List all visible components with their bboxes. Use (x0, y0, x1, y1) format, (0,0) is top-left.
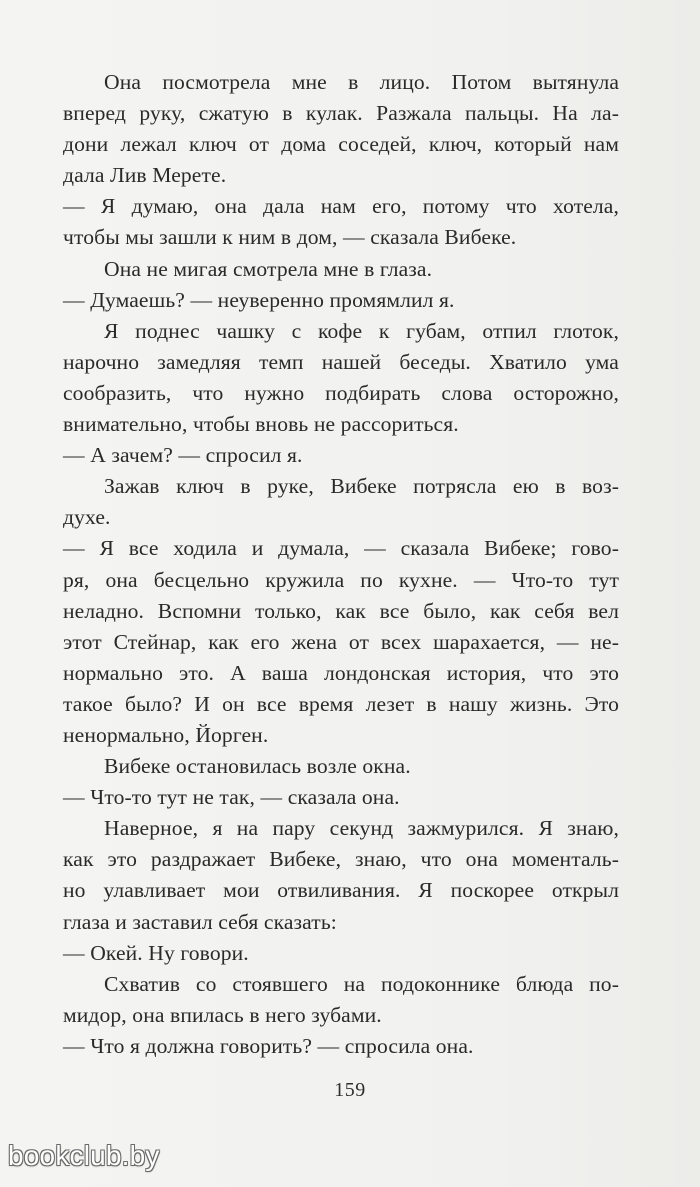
text-line: вперед руку, сжатую в кулак. Разжала пальцы. На ла- (63, 101, 619, 126)
text-line: неладно. Вспомни только, как все было, как себя вел (63, 598, 619, 623)
text-line: Схватив со стоявшего на подоконнике блюда по- (104, 971, 619, 996)
text-line: внимательно, чтобы вновь не рассориться. (63, 412, 459, 437)
text-line: — Окей. Ну говори. (63, 940, 249, 965)
text-line: сообразить, что нужно подбирать слова осторожно, (63, 380, 619, 405)
text-line: дала Лив Мерете. (63, 163, 227, 188)
text-line: нормально это. А ваша лондонская история, что это (63, 660, 619, 685)
text-line: чтобы мы зашли к ним в дом, — сказала Вибеке. (63, 225, 517, 250)
text-line: дони лежал ключ от дома соседей, ключ, который нам (63, 132, 619, 157)
text-line: духе. (63, 505, 111, 530)
text-line: нарочно замедляя темп нашей беседы. Хватило ума (63, 349, 619, 374)
text-line: — Я все ходила и думала, — сказала Вибеке; гово- (63, 536, 619, 561)
page-number: 159 (334, 1079, 366, 1101)
text-line: — Я думаю, она дала нам его, потому что хотела, (63, 194, 619, 219)
text-line: Она посмотрела мне в лицо. Потом вытянула (104, 70, 619, 94)
text-line: — А зачем? — спросил я. (63, 443, 303, 468)
watermark: bookclub.by (8, 1140, 160, 1171)
text-line: глаза и заставил себя сказать: (63, 909, 337, 934)
text-line: как это раздражает Вибеке, знаю, что она моменталь- (63, 847, 619, 872)
text-line: — Что я должна говорить? — спросила она. (63, 1033, 474, 1058)
text-line: Она не мигая смотрела мне в глаза. (104, 256, 433, 281)
text-line: такое было? И он все время лезет в нашу жизнь. Это (63, 691, 619, 716)
text-line: — Думаешь? — неуверенно промямлил я. (63, 287, 455, 312)
text-line: ненормально, Йорген. (63, 722, 269, 747)
text-line: ря, она бесцельно кружила по кухне. — Что-то тут (63, 567, 619, 592)
text-line: этот Стейнар, как его жена от всех шарахается, — не- (63, 629, 619, 654)
text-line: мидор, она впилась в него зубами. (63, 1002, 382, 1027)
text-line: Вибеке остановилась возле окна. (104, 754, 411, 779)
body-text (63, 67, 619, 1062)
text-line: — Что-то тут не так, — сказала она. (63, 785, 400, 810)
text-line: но улавливает мои отвиливания. Я поскорее открыл (63, 878, 619, 903)
text-line: Я поднес чашку с кофе к губам, отпил глоток, (104, 318, 619, 343)
text-line: Наверное, я на пару секунд зажмурился. Я знаю, (104, 816, 619, 841)
text-line: Зажав ключ в руке, Вибеке потрясла ею в воз- (104, 474, 619, 499)
